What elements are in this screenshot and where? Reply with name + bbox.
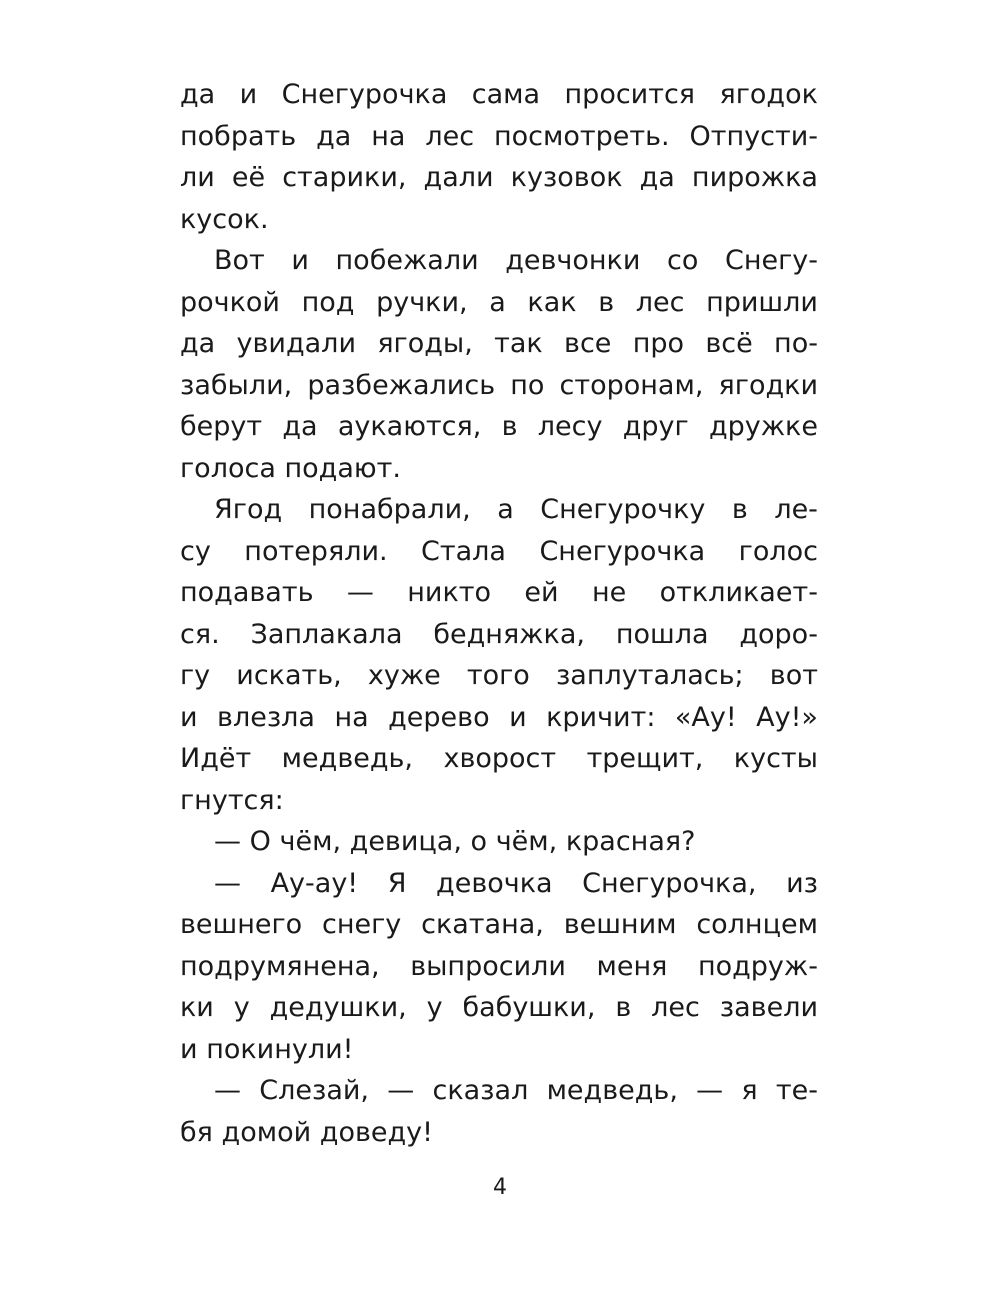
body-text [180, 74, 818, 1153]
text-line: ся. Заплакала бедняжка, пошла доро- [180, 618, 818, 650]
text-line: гнутся: [180, 784, 284, 816]
text-line: — Слезай, — сказал медведь, — я те- [214, 1075, 818, 1106]
text-line: су потеряли. Стала Снегурочка голос [180, 535, 818, 567]
page-number: 4 [493, 1175, 507, 1200]
text-line: ли её старики, дали кузовок да пирожка [180, 162, 818, 193]
text-line: голоса подают. [180, 452, 401, 484]
text-line: Идёт медведь, хворост трещит, кусты [180, 743, 818, 774]
text-line: рочкой под ручки, а как в лес пришли [180, 286, 818, 318]
text-line: вешнего снегу скатана, вешним солнцем [180, 909, 818, 940]
text-line: гу искать, хуже того заплуталась; вот [180, 660, 818, 691]
text-line: берут да аукаются, в лесу друг дружке [180, 411, 818, 442]
text-line: подавать — никто ей не откликает- [180, 577, 818, 608]
text-line: бя домой доведу! [180, 1116, 433, 1148]
text-line: забыли, разбежались по сторонам, ягодки [180, 369, 818, 401]
text-line: да и Снегурочка сама просится ягодок [180, 79, 818, 110]
text-line: да увидали ягоды, так все про всё по- [180, 328, 818, 359]
text-line: и покинули! [180, 1033, 354, 1065]
text-line: ки у дедушки, у бабушки, в лес завели [180, 992, 818, 1023]
text-line: Ягод понабрали, а Снегурочку в ле- [214, 494, 818, 525]
text-line: побрать да на лес посмотреть. Отпусти- [180, 120, 818, 152]
text-line: и влезла на дерево и кричит: «Ау! Ау!» [180, 701, 818, 733]
text-line: — Ау-ау! Я девочка Снегурочка, из [214, 867, 818, 899]
text-line: — О чём, девица, о чём, красная? [214, 826, 696, 857]
text-line: Вот и побежали девчонки со Снегу- [214, 245, 818, 276]
text-line: подрумянена, выпросили меня подруж- [180, 950, 818, 982]
text-line: кусок. [180, 203, 269, 235]
